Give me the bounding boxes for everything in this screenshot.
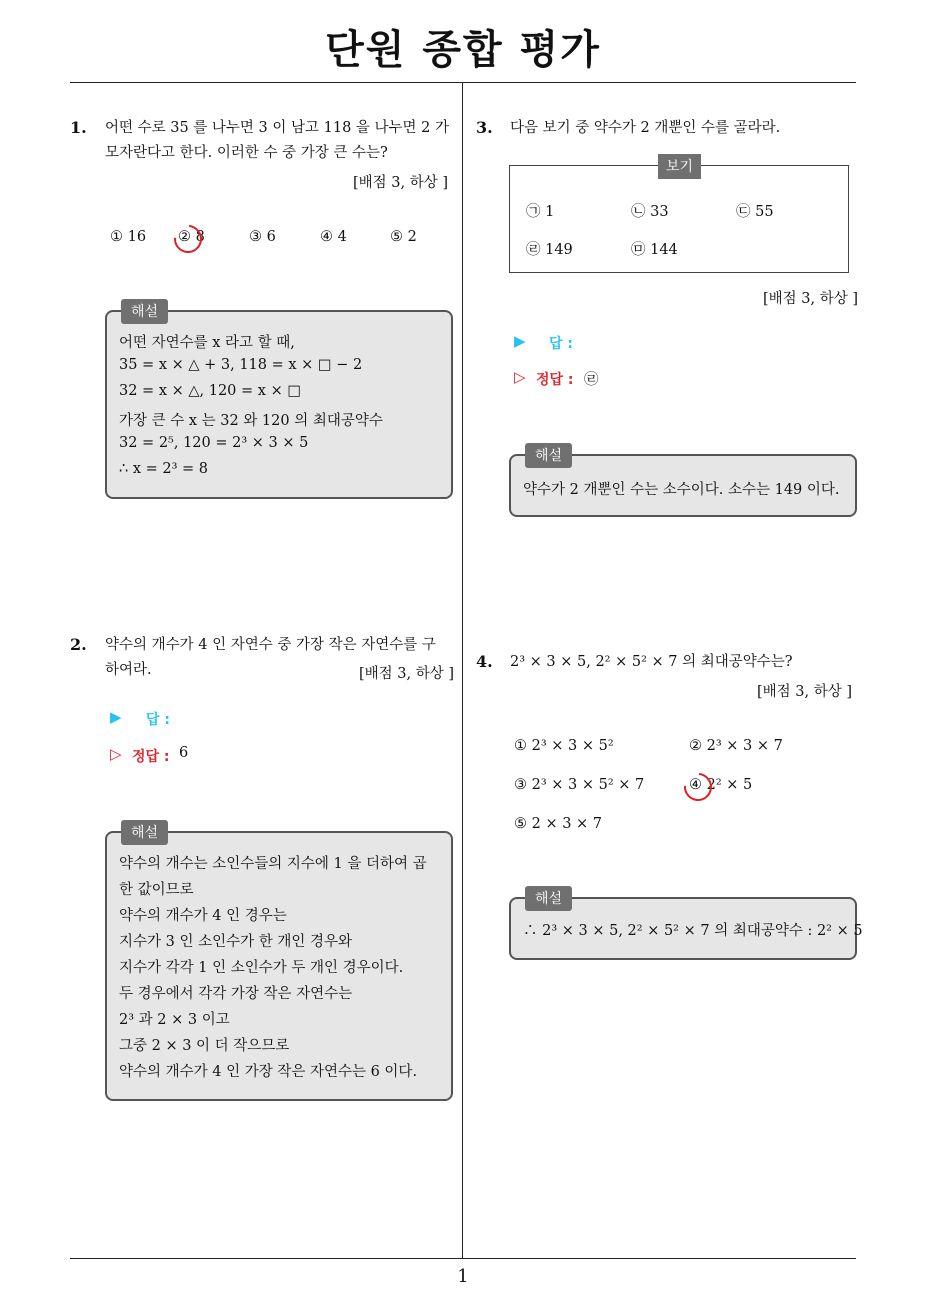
choice-4[interactable]: ④ 2² × 5: [689, 777, 753, 793]
page-number: 1: [457, 1266, 469, 1287]
question-number: 4.: [476, 652, 493, 671]
choice-3[interactable]: ③ 6: [249, 229, 276, 245]
choice-5[interactable]: ⑤ 2: [390, 229, 417, 245]
explanation-line: 약수가 2 개뿐인 수는 소수이다. 소수는 149 이다.: [523, 482, 840, 498]
explanation-line: 32 = x × △, 120 = x × □: [119, 383, 302, 399]
explanation-tag: 해설: [121, 299, 168, 324]
explanation-tag: 해설: [525, 443, 572, 468]
choice-4[interactable]: ④ 4: [320, 229, 347, 245]
question-text: 다음 보기 중 약수가 2 개뿐인 수를 골라라.: [510, 120, 781, 136]
column-divider: [462, 83, 463, 1258]
answer-label: 답 :: [146, 712, 170, 728]
question-number: 2.: [70, 635, 87, 654]
explanation-line: 32 = 2⁵, 120 = 2³ × 3 × 5: [119, 435, 309, 451]
explanation-box: [509, 448, 857, 517]
explanation-box: [105, 304, 453, 499]
explanation-line: 35 = x × △ + 3, 118 = x × □ − 2: [119, 357, 363, 373]
question-text: 약수의 개수가 4 인 자연수 중 가장 작은 자연수를 구: [105, 637, 436, 653]
answer-triangle-icon: ▶: [514, 332, 526, 350]
example-item: ㉡ 33: [631, 204, 669, 220]
footer-rule: [70, 1258, 856, 1259]
score-label: [배점 3, 하상 ]: [756, 684, 852, 700]
example-item: ㉢ 55: [736, 204, 774, 220]
correct-label: 정답 :: [132, 749, 170, 765]
answer-triangle-icon: ▶: [110, 708, 122, 726]
explanation-line: 약수의 개수가 4 인 경우는: [119, 908, 287, 924]
explanation-tag: 해설: [121, 820, 168, 845]
score-label: [배점 3, 하상 ]: [358, 666, 454, 682]
correct-value: ㉣: [584, 372, 599, 388]
example-item: ㉣ 149: [526, 242, 573, 258]
question-text: 하여라.: [105, 662, 152, 678]
example-tag: 보기: [658, 154, 701, 179]
page-title: 단원 종합 평가: [325, 27, 601, 73]
choice-2[interactable]: ② 2³ × 3 × 7: [689, 738, 783, 754]
explanation-line: 약수의 개수는 소인수들의 지수에 1 을 더하여 곱: [119, 856, 427, 872]
explanation-line: 가장 큰 수 x 는 32 와 120 의 최대공약수: [119, 413, 383, 429]
explanation-line: 약수의 개수가 4 인 가장 작은 자연수는 6 이다.: [119, 1064, 418, 1080]
score-label: [배점 3, 하상 ]: [762, 291, 858, 307]
correct-triangle-icon: ▷: [110, 745, 122, 763]
answer-label: 답 :: [549, 336, 573, 352]
question-text: 어떤 수로 35 를 나누면 3 이 남고 118 을 나누면 2 가: [105, 120, 449, 136]
choice-3[interactable]: ③ 2³ × 3 × 5² × 7: [514, 777, 645, 793]
choice-5[interactable]: ⑤ 2 × 3 × 7: [514, 816, 603, 832]
explanation-line: 어떤 자연수를 x 라고 할 때,: [119, 335, 295, 351]
correct-value: 6: [179, 745, 189, 761]
score-label: [배점 3, 하상 ]: [352, 175, 448, 191]
explanation-line: 지수가 3 인 소인수가 한 개인 경우와: [119, 934, 352, 950]
question-text: 모자란다고 한다. 이러한 수 중 가장 큰 수는?: [105, 145, 388, 161]
explanation-box: [509, 891, 863, 960]
correct-triangle-icon: ▷: [514, 368, 526, 386]
correct-label: 정답 :: [536, 372, 574, 388]
choice-2[interactable]: ② 8: [178, 229, 205, 245]
explanation-box: [105, 825, 453, 1101]
header-rule: [70, 82, 856, 83]
explanation-line: ∴ x = 2³ = 8: [119, 461, 209, 477]
explanation-line: 한 값이므로: [119, 882, 194, 898]
example-item: ㉠ 1: [526, 204, 555, 220]
example-box: [509, 159, 849, 273]
explanation-line: 두 경우에서 각각 가장 작은 자연수는: [119, 986, 353, 1002]
answer-mark-circle: [168, 219, 207, 258]
choice-1[interactable]: ① 2³ × 3 × 5²: [514, 738, 614, 754]
question-text: 2³ × 3 × 5, 2² × 5² × 7 의 최대공약수는?: [510, 654, 793, 670]
explanation-line: 그중 2 × 3 이 더 작으므로: [119, 1038, 290, 1054]
explanation-line: ∴ 2³ × 3 × 5, 2² × 5² × 7 의 최대공약수 : 2² × 5: [523, 923, 863, 939]
choice-1[interactable]: ① 16: [110, 229, 147, 245]
explanation-line: 2³ 과 2 × 3 이고: [119, 1012, 230, 1028]
question-number: 1.: [70, 118, 87, 137]
example-item: ㉤ 144: [631, 242, 678, 258]
explanation-tag: 해설: [525, 886, 572, 911]
answer-mark-circle: [678, 767, 717, 806]
question-number: 3.: [476, 118, 493, 137]
explanation-line: 지수가 각각 1 인 소인수가 두 개인 경우이다.: [119, 960, 404, 976]
